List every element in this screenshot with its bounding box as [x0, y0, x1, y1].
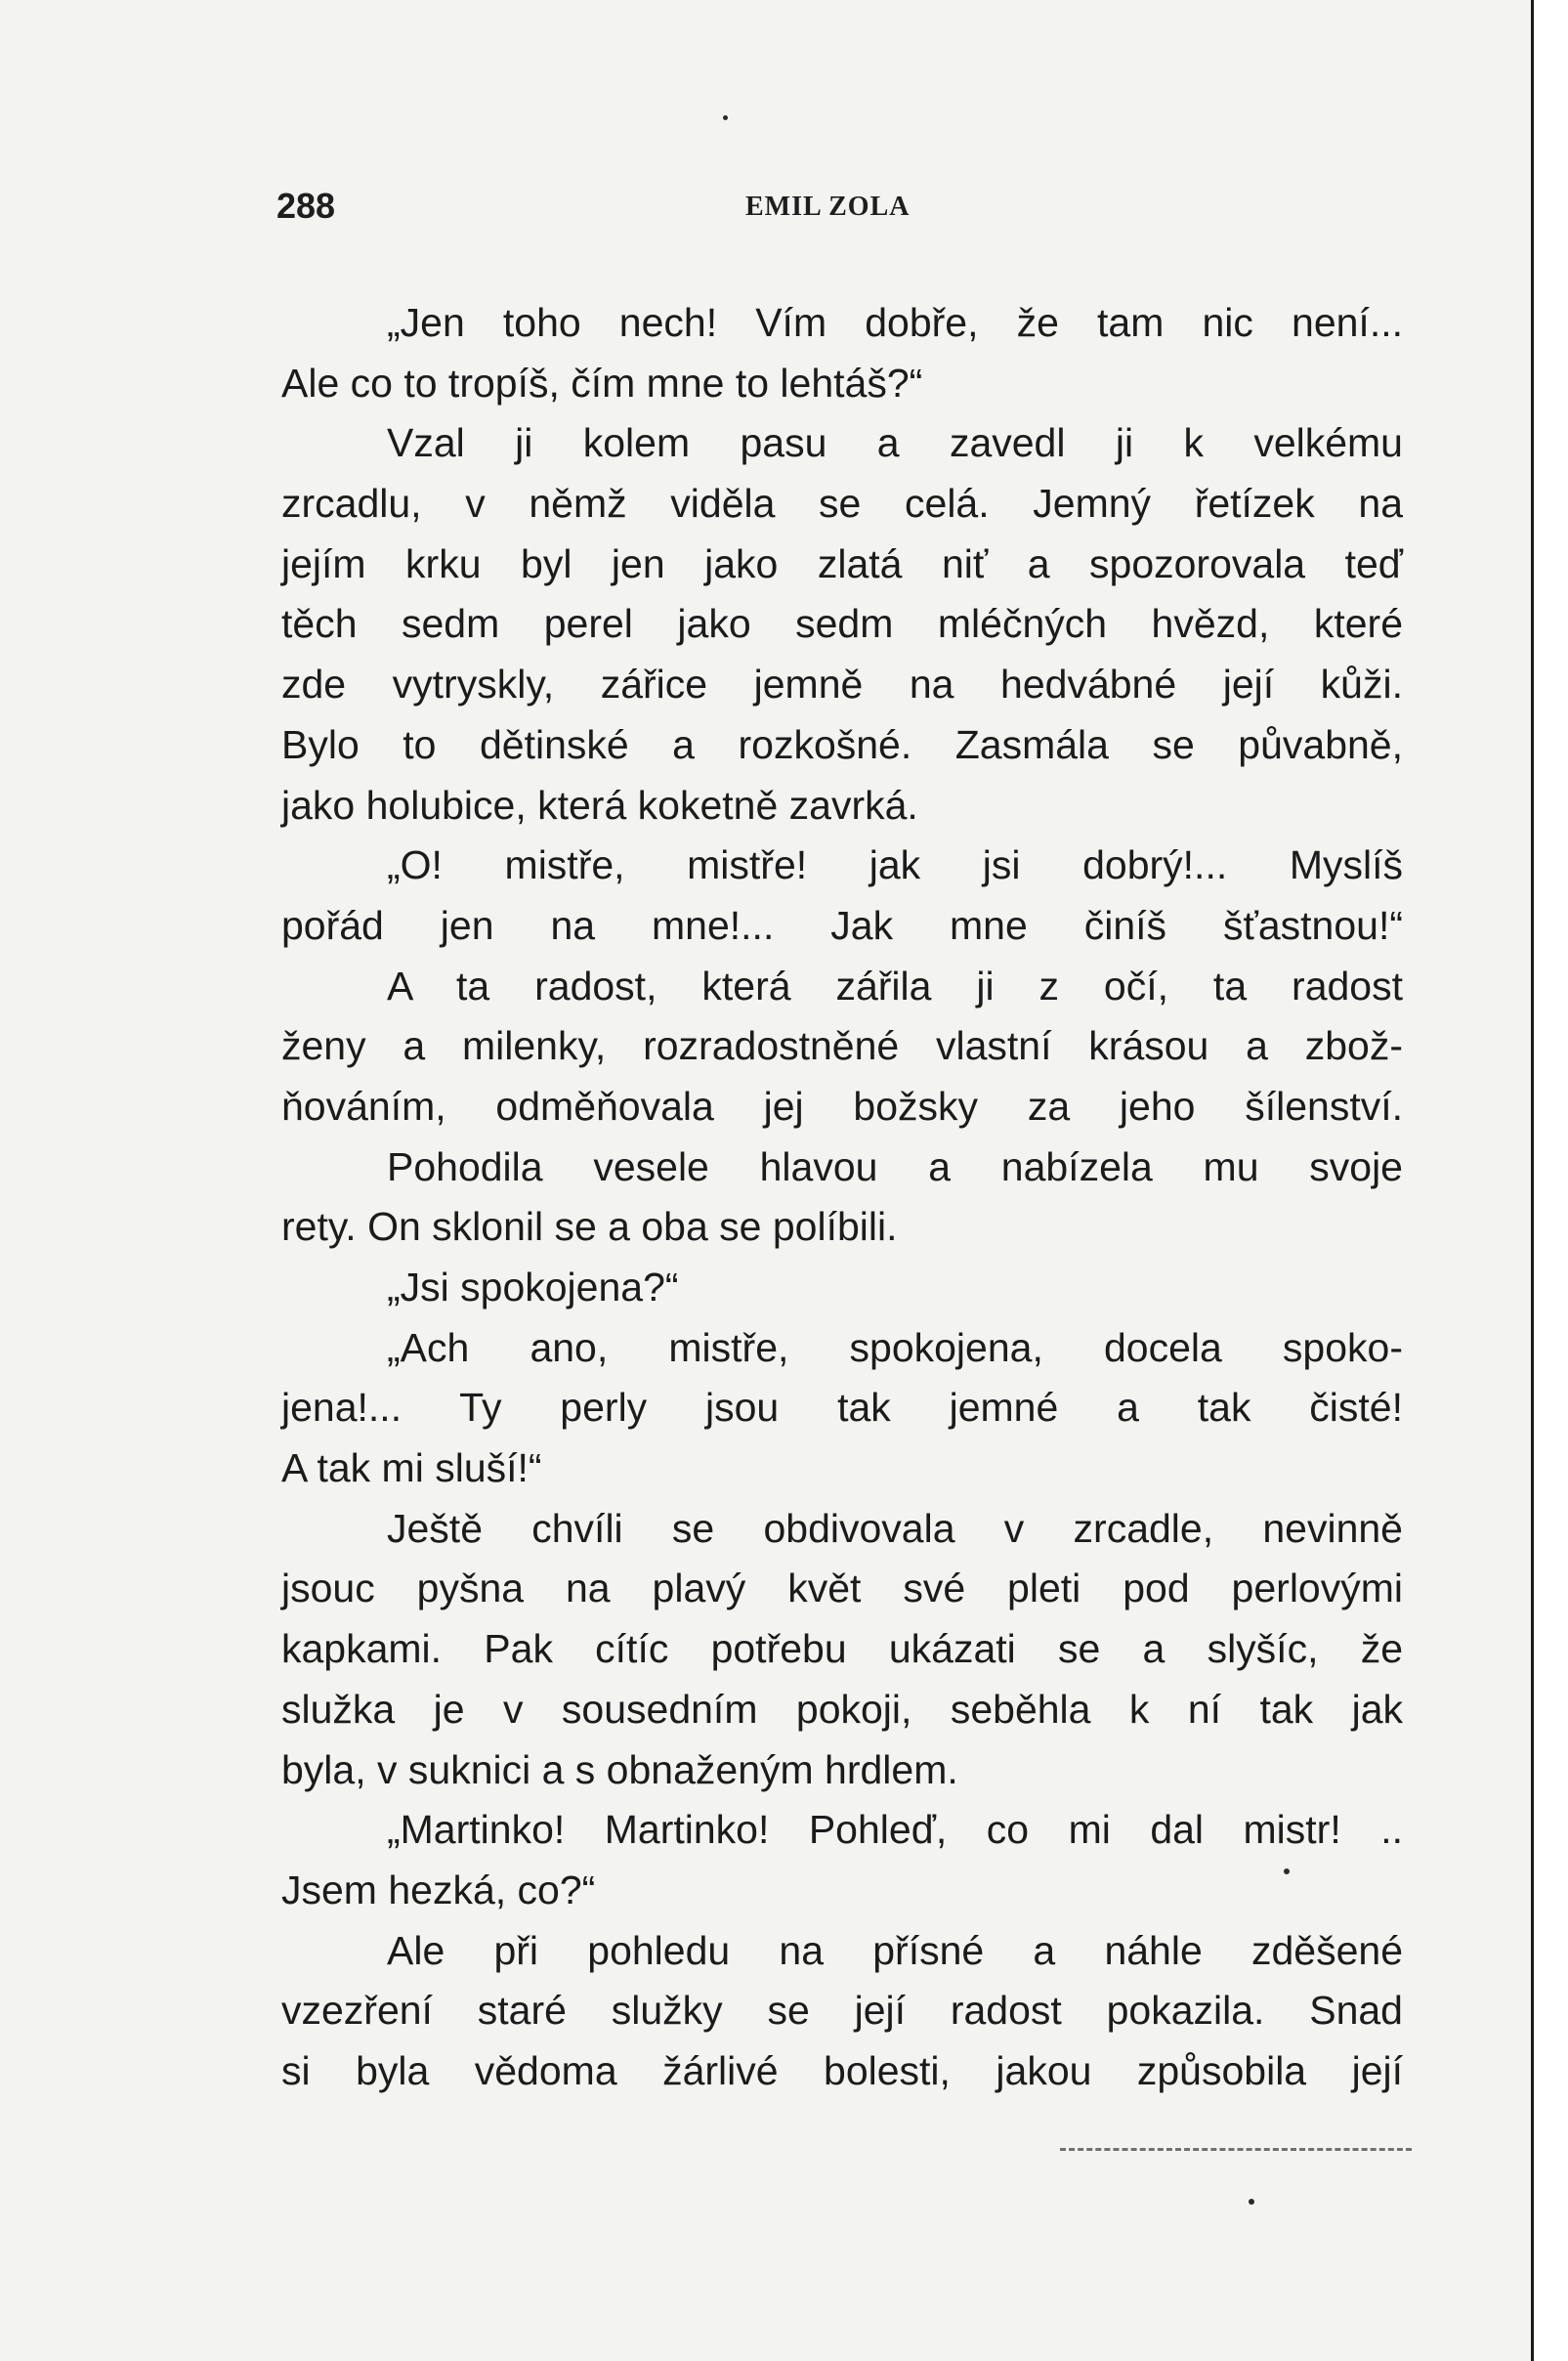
text-line: „Jen toho nech! Vím dobře, že tam nic není...	[387, 300, 1403, 345]
text-line: Jsem hezká, co?“	[281, 1867, 596, 1912]
text-line: Pohodila vesele hlavou a nabízela mu svoje	[387, 1143, 1403, 1189]
text-line: A ta radost, která zářila ji z očí, ta radost	[387, 963, 1403, 1009]
text-line: jsouc pyšna na plavý květ své pleti pod perlovými	[281, 1566, 1403, 1611]
text-line: ňováním, odměňovala jej božsky za jeho šílenství.	[281, 1083, 1403, 1129]
text-line: služka je v sousedním pokoji, seběhla k ní tak jak	[281, 1686, 1403, 1732]
print-smudge	[1060, 2148, 1412, 2157]
print-speck	[1284, 1868, 1290, 1874]
text-line: Ale při pohledu na přísné a náhle zděšené	[387, 1927, 1403, 1973]
text-line: Ještě chvíli se obdivovala v zrcadle, nevinně	[387, 1505, 1403, 1551]
text-line: zde vytryskly, zářice jemně na hedvábné její kůži.	[281, 662, 1403, 708]
scan-margin	[1534, 0, 1568, 2361]
print-speck	[1249, 2199, 1254, 2205]
text-line: jako holubice, která koketně zavrká.	[281, 782, 918, 828]
text-line: rety. On sklonil se a oba se políbili.	[281, 1204, 898, 1250]
text-line: zrcadlu, v němž viděla se celá. Jemný řetízek na	[281, 481, 1403, 527]
text-line: „O! mistře, mistře! jak jsi dobrý!... Myslíš	[387, 842, 1403, 888]
text-line: jejím krku byl jen jako zlatá niť a spozorovala teď	[281, 540, 1403, 586]
text-line: Bylo to dětinské a rozkošné. Zasmála se půvabně,	[281, 721, 1403, 767]
print-speck	[723, 115, 728, 120]
page-number: 288	[276, 186, 336, 226]
text-line: Vzal ji kolem pasu a zavedl ji k velkému	[387, 420, 1403, 466]
text-line: „Jsi spokojena?“	[387, 1265, 679, 1309]
text-line: kapkami. Pak cítíc potřebu ukázati se a slyšíc, že	[281, 1626, 1403, 1672]
text-line: ženy a milenky, rozradostněné vlastní krásou a zbož-	[281, 1023, 1403, 1069]
text-line: „Ach ano, mistře, spokojena, docela spoko-	[387, 1324, 1403, 1370]
text-line: si byla vědoma žárlivé bolesti, jakou způsobila její	[281, 2047, 1403, 2093]
text-line: A tak mi sluší!“	[281, 1445, 542, 1491]
text-line: „Martinko! Martinko! Pohleď, co mi dal mistr! ..	[387, 1807, 1403, 1853]
text-line: těch sedm perel jako sedm mléčných hvězd, které	[281, 601, 1403, 647]
page-header	[276, 186, 1400, 244]
text-line: Ale co to tropíš, čím mne to lehtáš?“	[281, 360, 923, 406]
running-head: EMIL ZOLA	[745, 192, 911, 222]
body-text	[281, 293, 1403, 2102]
text-line: byla, v suknici a s obnaženým hrdlem.	[281, 1746, 958, 1792]
text-line: jena!... Ty perly jsou tak jemné a tak čisté!	[281, 1385, 1403, 1431]
text-line: vzezření staré služky se její radost pokazila. Snad	[281, 1988, 1403, 2034]
text-line: pořád jen na mne!... Jak mne činíš šťastnou!“	[281, 902, 1403, 948]
